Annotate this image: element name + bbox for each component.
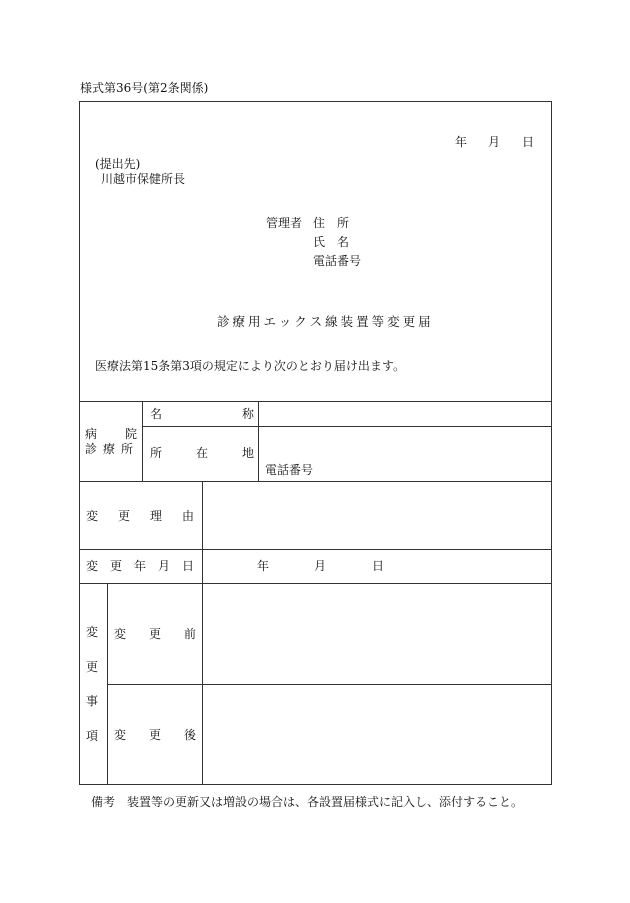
date-month: 月 bbox=[488, 135, 501, 149]
form-frame bbox=[79, 101, 552, 785]
footnote: 備考 装置等の更新又は増設の場合は、各設置届様式に記入し、添付すること。 bbox=[91, 795, 524, 809]
rule-items-top bbox=[79, 583, 552, 584]
date-day: 日 bbox=[522, 135, 535, 149]
administrator-name: 氏 名 bbox=[313, 235, 350, 249]
document-title: 診療用エックス線装置等変更届 bbox=[217, 314, 434, 329]
rule-facility-split bbox=[142, 426, 552, 427]
rule-facility-top bbox=[79, 401, 552, 402]
facility-location-2: 在 bbox=[196, 446, 209, 460]
rule-reason-top bbox=[79, 481, 552, 482]
administrator-label: 管理者 bbox=[266, 216, 303, 230]
rule-label-column bbox=[202, 481, 203, 785]
addressee-name: 川越市保健所長 bbox=[101, 172, 186, 186]
facility-hospital bbox=[85, 428, 137, 440]
administrator-address: 住 所 bbox=[313, 216, 350, 230]
facility-location-1: 所 bbox=[150, 446, 163, 460]
facility-location-3: 地 bbox=[242, 446, 255, 460]
change-reason-label: 変 更 理 由 bbox=[86, 509, 194, 523]
addressee-label: (提出先) bbox=[95, 157, 141, 171]
change-before-label: 変 更 前 bbox=[114, 627, 196, 641]
change-date-year: 年 bbox=[257, 559, 270, 573]
change-date-day: 日 bbox=[372, 559, 385, 573]
facility-clinic: 診療所 bbox=[85, 442, 140, 456]
change-date-label: 変 更 年 月 日 bbox=[86, 559, 194, 573]
rule-facility-left bbox=[142, 401, 143, 481]
date-year: 年 bbox=[455, 135, 468, 149]
rule-facility-mid bbox=[258, 401, 259, 481]
change-date-month: 月 bbox=[314, 559, 327, 573]
facility-name-label-2: 称 bbox=[242, 407, 255, 421]
rule-items-split bbox=[107, 684, 552, 685]
rule-date-top bbox=[79, 549, 552, 550]
change-after-label: 変 更 後 bbox=[114, 728, 196, 742]
form-number: 様式第36号(第2条関係) bbox=[80, 81, 209, 95]
change-items-label: 変 更 事 項 bbox=[86, 625, 99, 743]
facility-hospital-text: 病 院 bbox=[85, 427, 137, 441]
facility-phone-label: 電話番号 bbox=[265, 463, 314, 477]
facility-name-label-1: 名 bbox=[150, 407, 163, 421]
statement: 医療法第15条第3項の規定により次のとおり届け出ます。 bbox=[95, 359, 405, 373]
administrator-phone: 電話番号 bbox=[313, 254, 362, 268]
